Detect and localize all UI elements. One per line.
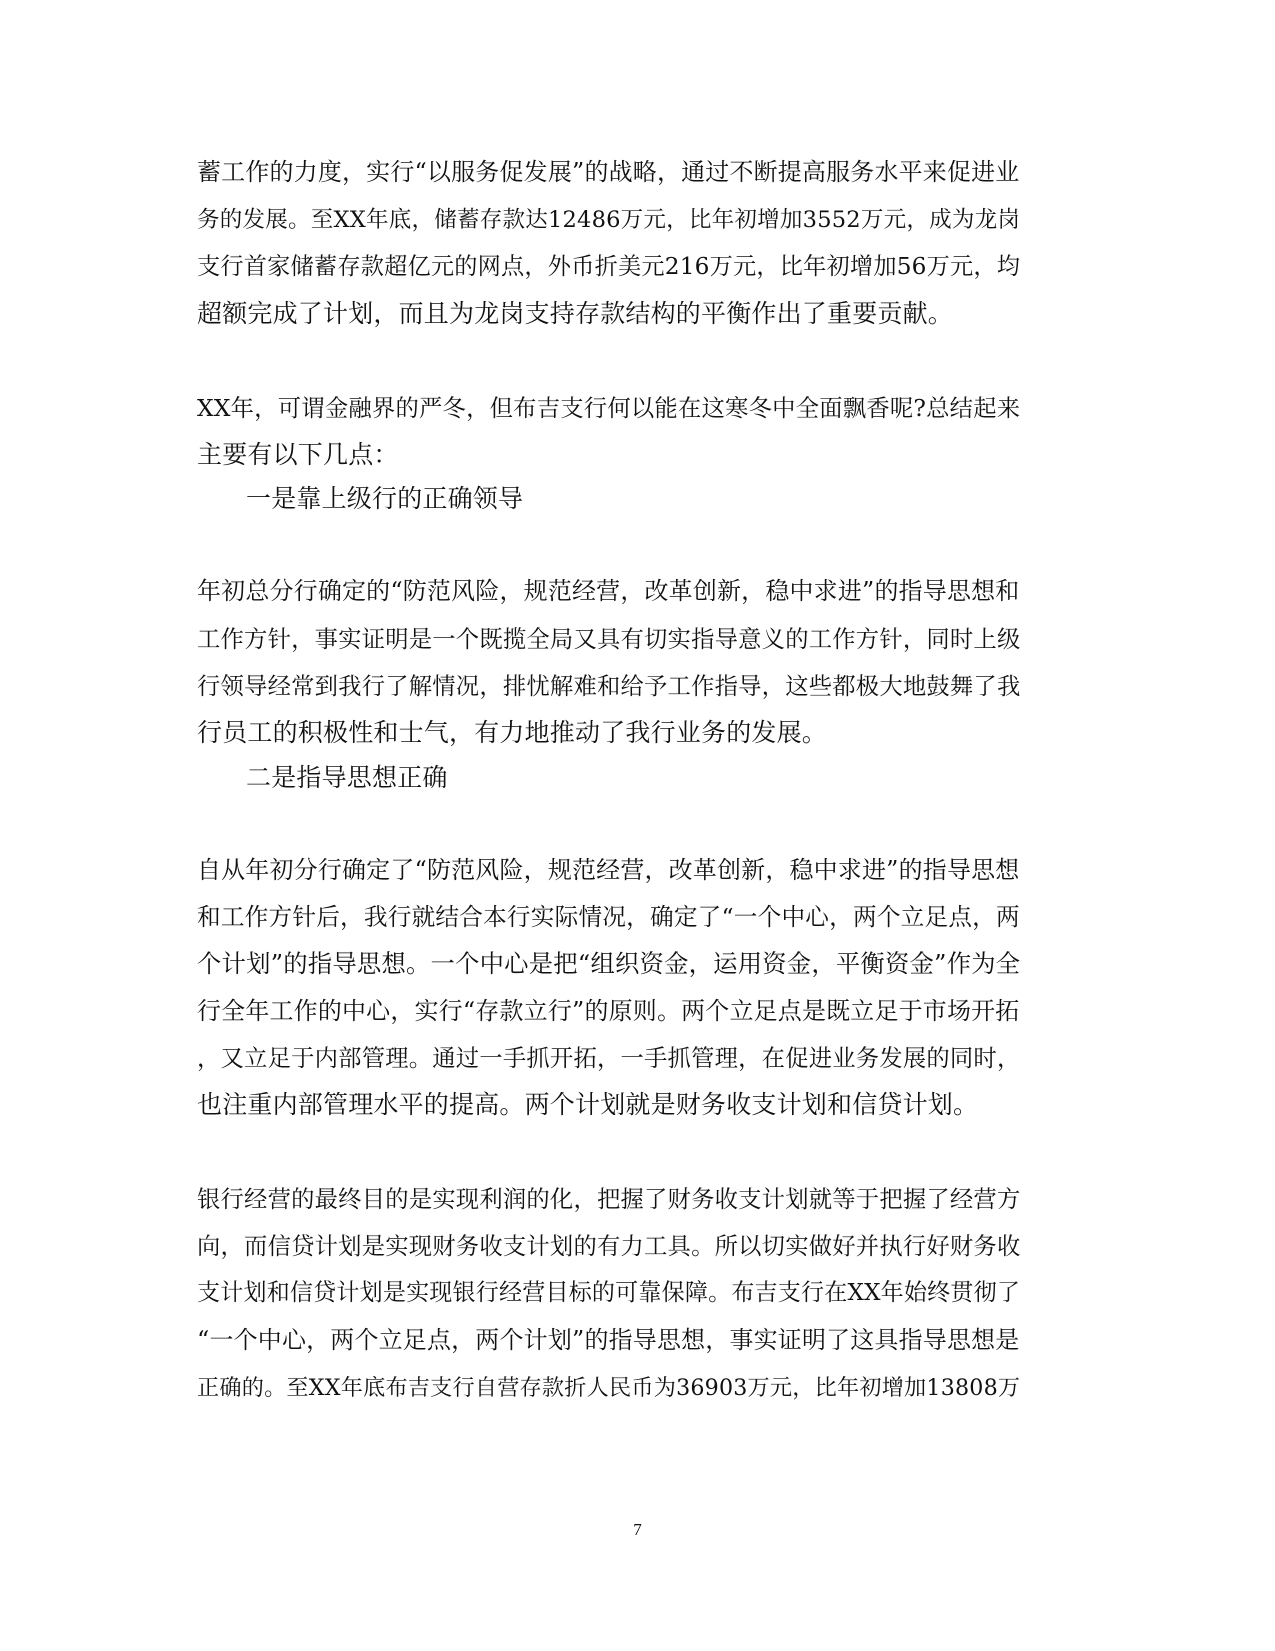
text-line: 也注重内部管理水平的提高。两个计划就是财务收支计划和信贷计划。 xyxy=(197,1090,979,1119)
text-line: 行全年工作的中心，实行“存款立行”的原则。两个立足点是既立足于市场开拓 xyxy=(197,997,1020,1025)
text-line: XX年，可谓金融界的严冬，但布吉支行何以能在这寒冬中全面飘香呢?总结起来 xyxy=(197,394,1021,422)
section-heading: 一是靠上级行的正确领导 xyxy=(246,484,524,513)
text-line: 支行首家储蓄存款超亿元的网点，外币折美元216万元，比年初增加56万元，均 xyxy=(197,253,1021,280)
text-line: 超额完成了计划，而且为龙岗支持存款结构的平衡作出了重要贡献。 xyxy=(197,299,954,328)
text-line: 个计划”的指导思想。一个中心是把“组织资金，运用资金，平衡资金”作为全 xyxy=(197,949,1021,978)
section-heading: 二是指导思想正确 xyxy=(246,763,448,792)
text-line: “一个中心，两个立足点，两个计划”的指导思想，事实证明了这具指导思想是 xyxy=(197,1326,1020,1354)
text-line: 蓄工作的力度，实行“以服务促发展”的战略，通过不断提高服务水平来促进业 xyxy=(197,158,1020,186)
text-line: 行员工的积极性和士气，有力地推动了我行业务的发展。 xyxy=(197,718,828,747)
text-line: 银行经营的最终目的是实现利润的化，把握了财务收支计划就等于把握了经营方 xyxy=(197,1185,1021,1213)
text-line: 向，而信贷计划是实现财务收支计划的有力工具。所以切实做好并执行好财务收 xyxy=(197,1232,1021,1260)
text-line: 工作方针，事实证明是一个既揽全局又具有切实指导意义的工作方针，同时上级 xyxy=(197,625,1021,653)
page-number: 7 xyxy=(633,1520,642,1539)
text-line: 自从年初分行确定了“防范风险，规范经营，改革创新，稳中求进”的指导思想 xyxy=(197,856,1020,884)
text-line: 年初总分行确定的“防范风险，规范经营，改革创新，稳中求进”的指导思想和 xyxy=(197,577,1020,605)
text-line: 主要有以下几点： xyxy=(197,440,399,469)
text-line: 和工作方针后，我行就结合本行实际情况，确定了“一个中心，两个立足点，两 xyxy=(197,903,1020,931)
text-line: 支计划和信贷计划是实现银行经营目标的可靠保障。布吉支行在XX年始终贯彻了 xyxy=(197,1280,1021,1306)
text-line: 行领导经常到我行了解情况，排忧解难和给予工作指导，这些都极大地鼓舞了我 xyxy=(197,672,1021,700)
text-line: 正确的。至XX年底布吉支行自营存款折人民币为36903万元，比年初增加13808万 xyxy=(197,1375,1021,1401)
text-line: ，又立足于内部管理。通过一手抓开拓，一手抓管理，在促进业务发展的同时， xyxy=(197,1044,1021,1072)
text-line: 务的发展。至XX年底，储蓄存款达12486万元，比年初增加3552万元，成为龙岗 xyxy=(197,207,1021,233)
